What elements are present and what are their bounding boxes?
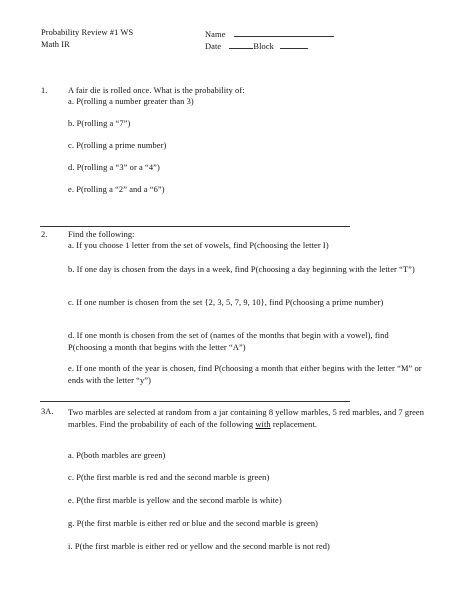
question-1c: c. P(rolling a prime number) — [68, 141, 167, 150]
block-blank[interactable] — [280, 40, 308, 49]
question-2-prompt: Find the following: — [68, 230, 135, 239]
course-label: Math IR — [41, 40, 70, 49]
question-2c: c. If one number is chosen from the set {2, 3, 5, 7, 9, 10}, find P(choosing a prime number) — [68, 298, 384, 307]
name-label: Name — [205, 30, 226, 39]
question-3a-prompt-end: replacement. — [270, 419, 318, 429]
with-emphasis: with — [255, 419, 271, 429]
date-label: Date — [205, 42, 222, 51]
question-3a-i: i. P(the first marble is either red or yellow and the second marble is not red) — [68, 542, 330, 551]
question-2d: d. If one month is chosen from the set of (names of the months that begin with a vowel), find P(choosing a month that begins with the letter “A”) — [68, 331, 389, 352]
question-1b: b. P(rolling a “7”) — [68, 119, 131, 128]
question-3a-e: e. P(the first marble is yellow and the second marble is white) — [68, 496, 282, 505]
question-1-number: 1. — [41, 86, 48, 95]
date-blank[interactable] — [229, 40, 253, 49]
question-3a-prompt — [68, 407, 428, 430]
question-3a-a: a. P(both marbles are green) — [68, 451, 166, 460]
date-block-field[interactable] — [205, 40, 308, 51]
question-2e: e. If one month of the year is chosen, find P(choosing a month that either begins with the letter “M” or ends with the letter “y”) — [68, 364, 422, 385]
question-3a-c: c. P(the first marble is red and the second marble is green) — [68, 473, 270, 482]
section-divider-1 — [40, 226, 350, 227]
worksheet-title: Probability Review #1 WS — [41, 28, 134, 37]
question-1-prompt: A fair die is rolled once. What is the probability of: — [68, 86, 245, 95]
question-1a: a. P(rolling a number greater than 3) — [68, 97, 194, 106]
name-blank[interactable] — [234, 28, 334, 37]
question-2b: b. If one day is chosen from the days in a week, find P(choosing a day beginning with the letter “T”) — [68, 265, 415, 274]
block-label: Block — [253, 42, 274, 51]
section-divider-2 — [40, 401, 350, 402]
question-2-number: 2. — [41, 230, 48, 239]
question-3a-g: g. P(the first marble is either red or blue and the second marble is green) — [68, 519, 319, 528]
question-1d: d. P(rolling a “3” or a “4”) — [68, 163, 160, 172]
question-1e: e. P(rolling a “2” and a “6”) — [68, 185, 165, 194]
question-3a-prompt-text: Two marbles are selected at random from a jar containing 8 yellow marbles, 5 red marbles, and 7 green marbles. Find the probability of each of the following — [68, 408, 425, 429]
question-3a-number: 3A. — [41, 407, 54, 416]
question-2a: a. If you choose 1 letter from the set of vowels, find P(choosing the letter I) — [68, 241, 329, 250]
name-field[interactable] — [205, 28, 334, 39]
